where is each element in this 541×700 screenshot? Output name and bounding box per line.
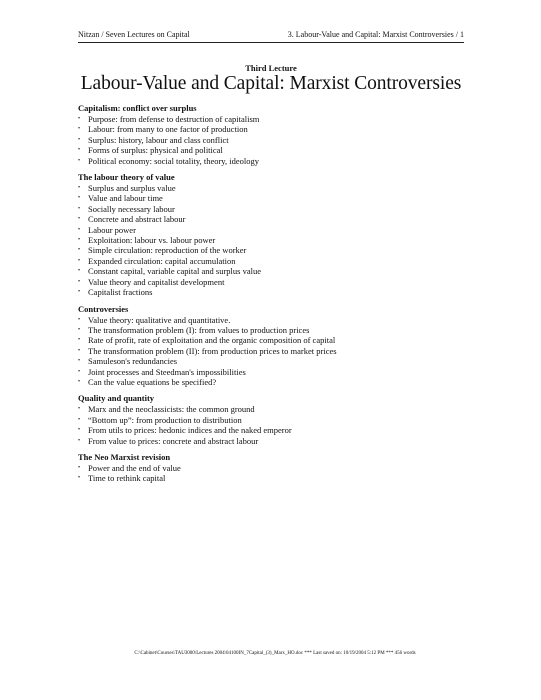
bullet-icon: • (78, 378, 81, 385)
list-item (78, 225, 468, 235)
section-heading: Capitalism: conflict over surplus (78, 103, 197, 113)
section-quality-quantity (78, 393, 468, 446)
list-item (78, 346, 468, 356)
bullet-list (78, 114, 468, 166)
list-item-text: Value and labour time (88, 193, 163, 204)
list-item-text: Exploitation: labour vs. labour power (88, 235, 216, 246)
list-item (78, 277, 468, 287)
bullet-list (78, 463, 468, 484)
bullet-icon: • (78, 195, 81, 202)
bullet-icon: • (78, 406, 81, 413)
list-item-text: Value theory: qualitative and quantitative. (88, 314, 231, 325)
list-item (78, 266, 468, 276)
list-item-text: The transformation problem (II): from production prices to market prices (88, 345, 337, 356)
list-item-text: Marx and the neoclassicists: the common ground (88, 404, 255, 415)
list-item-text: Labour: from many to one factor of production (88, 124, 248, 135)
lecture-outline (78, 103, 468, 484)
list-item-text: Samuleson's redundancies (88, 356, 178, 367)
list-item-text: Time to rethink capital (88, 473, 166, 484)
section-controversies (78, 304, 468, 388)
list-item (78, 473, 468, 483)
list-item (78, 214, 468, 224)
bullet-list (78, 183, 468, 297)
running-header (78, 30, 464, 43)
list-item (78, 367, 468, 377)
bullet-icon: • (78, 278, 81, 285)
bullet-list (78, 315, 468, 388)
list-item-text: Forms of surplus: physical and political (88, 145, 223, 156)
bullet-icon: • (78, 205, 81, 212)
list-item (78, 124, 468, 134)
list-item (78, 256, 468, 266)
section-capitalism (78, 103, 468, 166)
section-heading: Quality and quantity (78, 393, 155, 404)
lecture-number: Third Lecture (245, 63, 297, 73)
section-neo-marxist (78, 452, 468, 484)
list-item (78, 415, 468, 425)
bullet-icon: • (78, 464, 81, 471)
bullet-icon: • (78, 185, 81, 192)
bullet-icon: • (78, 475, 81, 482)
lecture-title: Labour-Value and Capital: Marxist Controversies (80, 73, 462, 94)
bullet-icon: • (78, 157, 81, 164)
bullet-icon: • (78, 289, 81, 296)
list-item-text: Political economy: social totality, theory, ideology (88, 155, 259, 166)
bullet-icon: • (78, 347, 81, 354)
list-item-text: Can the value equations be specified? (88, 376, 217, 387)
list-item (78, 356, 468, 366)
list-item-text: Power and the end of value (88, 462, 181, 473)
list-item (78, 335, 468, 345)
list-item (78, 436, 468, 446)
list-item-text: From value to prices: concrete and abstract labour (88, 435, 259, 446)
section-heading: Controversies (78, 303, 129, 314)
list-item-text: “Bottom up”: from production to distribution (88, 414, 242, 425)
list-item-text: Labour power (88, 224, 136, 235)
list-item-text: The transformation problem (I): from values to production prices (88, 324, 310, 335)
list-item (78, 377, 468, 387)
bullet-icon: • (78, 247, 81, 254)
bullet-icon: • (78, 268, 81, 275)
bullet-icon: • (78, 116, 81, 122)
section-labour-theory (78, 172, 468, 297)
list-item-text: Simple circulation: reproduction of the worker (88, 245, 247, 256)
bullet-icon: • (78, 126, 81, 133)
list-item (78, 183, 468, 193)
bullet-icon: • (78, 358, 81, 365)
list-item (78, 135, 468, 145)
list-item-text: Purpose: from defense to destruction of capitalism (88, 114, 260, 124)
bullet-icon: • (78, 427, 81, 434)
section-heading: The Neo Marxist revision (78, 451, 171, 462)
list-item (78, 287, 468, 297)
list-item-text: Rate of profit, rate of exploitation and the organic composition of capital (88, 335, 336, 346)
bullet-icon: • (78, 337, 81, 344)
list-item (78, 325, 468, 335)
list-item-text: Value theory and capitalist development (88, 276, 225, 287)
list-item (78, 245, 468, 255)
header-author-title: Nitzan / Seven Lectures on Capital (78, 30, 190, 39)
bullet-icon: • (78, 237, 81, 244)
list-item (78, 404, 468, 414)
list-item-text: Concrete and abstract labour (88, 214, 186, 225)
bullet-list (78, 404, 468, 446)
bullet-icon: • (78, 136, 81, 143)
list-item-text: Surplus: history, labour and class conflict (88, 134, 229, 145)
list-item (78, 193, 468, 203)
list-item (78, 204, 468, 214)
list-item-text: Expanded circulation: capital accumulation (88, 255, 236, 266)
list-item-text: Surplus and surplus value (88, 183, 176, 194)
list-item (78, 156, 468, 166)
bullet-icon: • (78, 326, 81, 333)
list-item (78, 145, 468, 155)
list-item (78, 235, 468, 245)
list-item-text: Constant capital, variable capital and surplus value (88, 266, 262, 277)
list-item (78, 114, 468, 124)
bullet-icon: • (78, 437, 81, 444)
header-lecture-page: 3. Labour-Value and Capital: Marxist Controversies / 1 (287, 30, 464, 39)
bullet-icon: • (78, 226, 81, 233)
bullet-icon: • (78, 316, 81, 323)
bullet-icon: • (78, 416, 81, 423)
bullet-icon: • (78, 257, 81, 264)
page-footer: C:\Cabinet\Courses\TAU3000\Lectures 2004\04100IN_7Capital_(3)_Marx_HO.doc *** Last saved on: 10/19/2004 5:12 PM *** 456 words (134, 651, 416, 656)
bullet-icon: • (78, 147, 81, 154)
bullet-icon: • (78, 216, 81, 223)
bullet-icon: • (78, 368, 81, 375)
list-item-text: Socially necessary labour (88, 203, 175, 214)
section-heading: The labour theory of value (78, 172, 175, 183)
list-item (78, 463, 468, 473)
list-item (78, 425, 468, 435)
list-item-text: Joint processes and Steedman's impossibilities (88, 366, 246, 377)
list-item-text: From utils to prices: hedonic indices and the naked emperor (88, 425, 292, 436)
list-item (78, 315, 468, 325)
list-item-text: Capitalist fractions (88, 287, 153, 298)
